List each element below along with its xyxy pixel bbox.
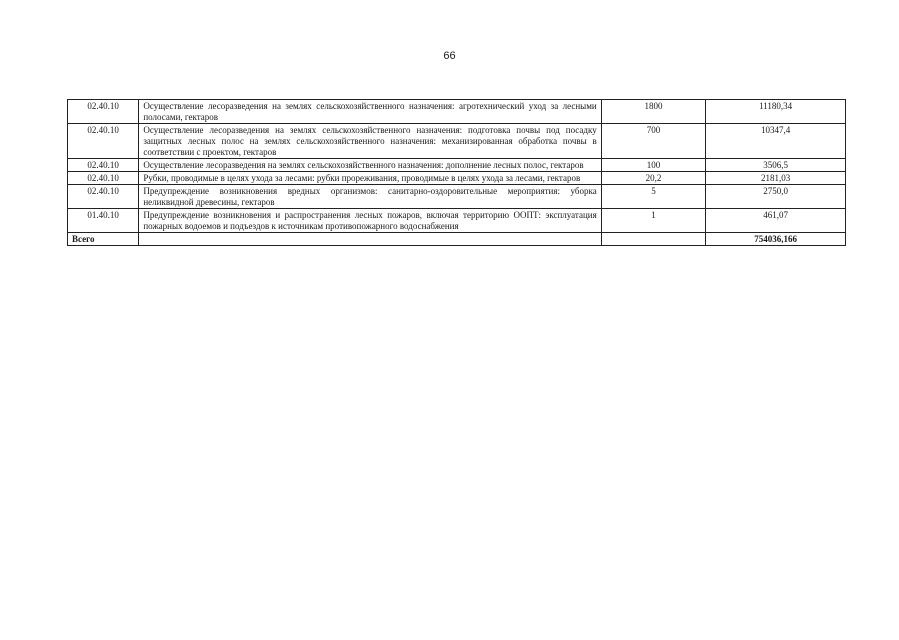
table-row xyxy=(68,209,846,233)
activity-cost-cell: 2181,03 xyxy=(706,172,846,185)
total-label: Всего xyxy=(68,233,139,246)
activity-code-cell: 02.40.10 xyxy=(68,100,139,124)
table-row xyxy=(68,159,846,172)
activity-description-cell: Осуществление лесоразведения на землях сельскохозяйственного назначения: подготовка почвы под посадку защитных лесных полос на землях сельскохозяйственного назначения: механизированная обработка почвы в соответствии с проектом, гектаров xyxy=(139,124,601,159)
activity-description-cell: Осуществление лесоразведения на землях сельскохозяйственного назначения: дополнение лесных полос, гектаров xyxy=(139,159,601,172)
activity-cost-cell: 10347,4 xyxy=(706,124,846,159)
activity-code-cell: 01.40.10 xyxy=(68,209,139,233)
total-row xyxy=(68,233,846,246)
activity-code-cell: 02.40.10 xyxy=(68,172,139,185)
activity-cost-cell: 3506,5 xyxy=(706,159,846,172)
activity-quantity-cell: 100 xyxy=(601,159,706,172)
activity-quantity-cell: 700 xyxy=(601,124,706,159)
activity-quantity-cell: 5 xyxy=(601,185,706,209)
activity-quantity-cell: 20,2 xyxy=(601,172,706,185)
activity-code-cell: 02.40.10 xyxy=(68,185,139,209)
activity-cost-cell: 2750,0 xyxy=(706,185,846,209)
activity-code-cell: 02.40.10 xyxy=(68,159,139,172)
page-number: 66 xyxy=(443,50,456,62)
activity-description-cell: Рубки, проводимые в целях ухода за лесами: рубки прореживания, проводимые в целях ухода за лесами, гектаров xyxy=(139,172,601,185)
activity-description-cell: Предупреждение возникновения вредных организмов: санитарно-оздоровительные мероприятия: уборка неликвидной древесины, гектаров xyxy=(139,185,601,209)
total-description xyxy=(139,233,601,246)
activity-description-cell: Предупреждение возникновения и распространения лесных пожаров, включая территорию ООПТ: эксплуатация пожарных водоемов и подъездов к источникам противопожарного водоснабжения xyxy=(139,209,601,233)
activities-table xyxy=(67,99,846,246)
activity-code-cell: 02.40.10 xyxy=(68,124,139,159)
table-row xyxy=(68,100,846,124)
activity-description-cell: Осуществление лесоразведения на землях сельскохозяйственного назначения: агротехнический уход за лесными полосами, гектаров xyxy=(139,100,601,124)
table-row xyxy=(68,172,846,185)
total-cost: 754036,166 xyxy=(706,233,846,246)
total-quantity xyxy=(601,233,706,246)
activity-quantity-cell: 1800 xyxy=(601,100,706,124)
activity-cost-cell: 461,07 xyxy=(706,209,846,233)
activity-quantity-cell: 1 xyxy=(601,209,706,233)
table-body xyxy=(68,100,846,233)
table-row xyxy=(68,124,846,159)
table-row xyxy=(68,185,846,209)
activity-cost-cell: 11180,34 xyxy=(706,100,846,124)
